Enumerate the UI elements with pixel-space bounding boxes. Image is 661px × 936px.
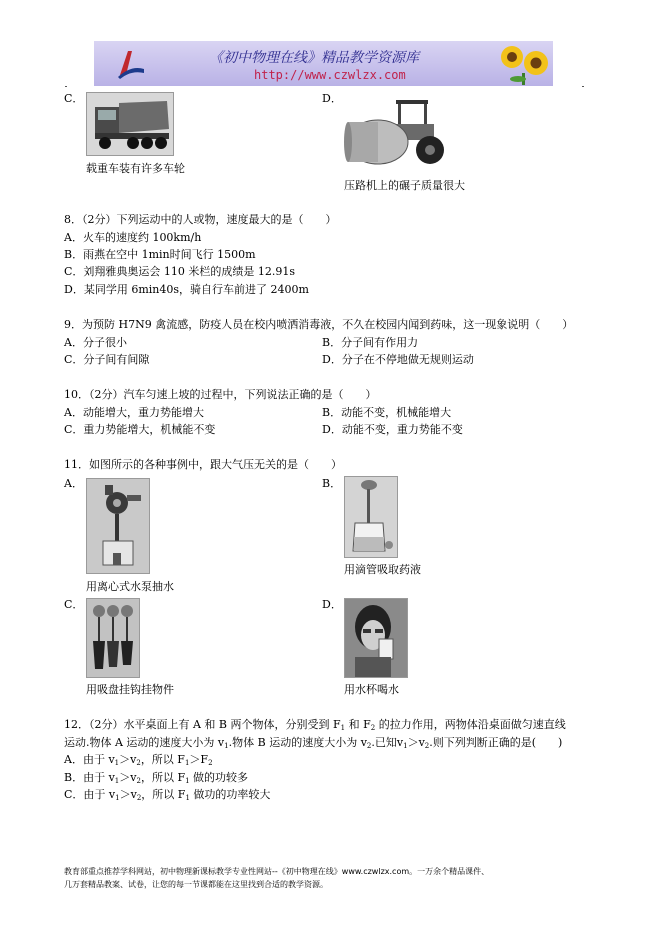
q12-a-part2: ＞v bbox=[119, 753, 137, 766]
banner-url[interactable]: http://www.czwlzx.com bbox=[254, 68, 406, 82]
q12-a-part1: A．由于 v bbox=[64, 753, 115, 766]
q12-line1-part1: 12．（2分）水平桌面上有 A 和 B 两个物体，分别受到 F bbox=[64, 718, 341, 731]
footer-line-2: 几万套精品教案、试卷，让您的每一节课都能在这里找到合适的教学资源。 bbox=[64, 880, 328, 889]
q12-stem-line1 bbox=[64, 718, 566, 731]
q12-stem-line2 bbox=[64, 736, 562, 749]
footer-line-1: 教育部重点推荐学科网站，初中物理新课标教学专业性网站--《初中物理在线》www.czwlzx.com。一万余个精品课件、 bbox=[64, 867, 490, 876]
q10-option-d: D．动能不变，重力势能不变 bbox=[322, 423, 463, 436]
q9-option-d: D．分子在不停地做无规则运动 bbox=[322, 353, 474, 366]
subscript: 1 bbox=[403, 742, 408, 750]
q11-b-letter: B． bbox=[322, 477, 342, 490]
q12-a-part3: ，所以 F bbox=[140, 753, 185, 766]
q12-option-a bbox=[64, 753, 213, 766]
q12-c-part2: ＞v bbox=[119, 788, 137, 801]
q11-d-letter: D． bbox=[322, 598, 342, 611]
q8-stem: 8．（2分）下列运动中的人或物，速度最大的是（ ） bbox=[64, 213, 337, 226]
q12-b-part2: ＞v bbox=[119, 771, 137, 784]
subscript: 2 bbox=[208, 759, 213, 767]
q12-b-part4: 做的功较多 bbox=[189, 771, 249, 784]
q8-option-c: C．刘翔雅典奥运会 110 米栏的成绩是 12.91s bbox=[64, 265, 296, 278]
subscript: 2 bbox=[136, 759, 141, 767]
subscript: 2 bbox=[136, 794, 142, 802]
header-rule-mark bbox=[65, 86, 67, 87]
q10-option-a: A．动能增大，重力势能增大 bbox=[64, 406, 204, 419]
subscript: 1 bbox=[184, 759, 190, 767]
subscript: 2 bbox=[424, 742, 430, 750]
header-banner bbox=[94, 41, 553, 86]
q12-option-c bbox=[64, 788, 270, 801]
q9-option-b: B．分子间有作用力 bbox=[322, 336, 419, 349]
q11-stem: 11．如图所示的各种事例中，跟大气压无关的是（ ） bbox=[64, 458, 342, 471]
road-roller-image bbox=[344, 96, 448, 168]
subscript: 1 bbox=[185, 794, 190, 802]
q12-line2-part3: .已知v bbox=[371, 736, 404, 749]
subscript: 1 bbox=[114, 777, 120, 785]
subscript: 1 bbox=[185, 777, 190, 785]
q12-line1-part2: 和 F bbox=[345, 718, 371, 731]
q9-stem: 9．为预防 H7N9 禽流感，防疫人员在校内喷洒消毒液，不久在校园内闻到药味，这一现象说明（ ） bbox=[64, 318, 574, 331]
subscript: 2 bbox=[370, 724, 376, 732]
banner-title: 《初中物理在线》精品教学资源库 bbox=[209, 50, 419, 66]
q10-option-c: C．重力势能增大，机械能不变 bbox=[64, 423, 216, 436]
truck-image bbox=[86, 92, 174, 156]
q12-line2-part2: .物体 B 运动的速度大小为 v bbox=[228, 736, 367, 749]
q12-line2-part5: .则下列判断正确的是( ) bbox=[429, 736, 563, 749]
q11-a-caption: 用离心式水泵抽水 bbox=[86, 580, 174, 593]
q11-c-letter: C． bbox=[64, 598, 84, 611]
q9-option-a: A．分子很小 bbox=[64, 336, 127, 349]
q11-c-caption: 用吸盘挂钩挂物件 bbox=[86, 683, 174, 696]
q11-d-caption: 用水杯喝水 bbox=[344, 683, 399, 696]
q8-option-a: A．火车的速度约 100km/h bbox=[64, 231, 202, 244]
q7-c-letter: C． bbox=[64, 92, 84, 105]
q12-c-part3: ，所以 F bbox=[141, 788, 186, 801]
subscript: 1 bbox=[115, 794, 120, 802]
sunflower-icon bbox=[498, 43, 550, 85]
dropper-image bbox=[344, 476, 398, 558]
q11-b-caption: 用滴管吸取药液 bbox=[344, 563, 421, 576]
q11-a-letter: A． bbox=[64, 477, 83, 490]
q12-line2-part4: ＞v bbox=[407, 736, 425, 749]
q8-option-b: B．雨燕在空中 1min时间飞行 1500m bbox=[64, 248, 256, 261]
q7-c-caption: 载重车装有许多车轮 bbox=[86, 162, 185, 175]
q12-line1-part3: 的拉力作用，两物体沿桌面做匀速直线 bbox=[375, 718, 566, 731]
q10-stem: 10．（2分）汽车匀速上坡的过程中，下列说法正确的是（ ） bbox=[64, 388, 377, 401]
header-rule-mark-right bbox=[582, 86, 584, 87]
subscript: 2 bbox=[136, 777, 141, 785]
suction-hook-image bbox=[86, 598, 140, 678]
subscript: 1 bbox=[224, 742, 229, 750]
logo-icon bbox=[114, 47, 148, 81]
pump-image bbox=[86, 478, 150, 574]
q12-option-b bbox=[64, 771, 248, 784]
q12-c-part4: 做功的功率较大 bbox=[189, 788, 271, 801]
q8-option-d: D．某同学用 6min40s，骑自行车前进了 2400m bbox=[64, 283, 309, 296]
q12-b-part1: B．由于 v bbox=[64, 771, 115, 784]
q10-option-b: B．动能不变，机械能增大 bbox=[322, 406, 452, 419]
q12-c-part1: C．由于 v bbox=[64, 788, 116, 801]
subscript: 1 bbox=[114, 759, 120, 767]
q12-line2-part1: 运动.物体 A 运动的速度大小为 v bbox=[64, 736, 225, 749]
q12-b-part3: ，所以 F bbox=[140, 771, 186, 784]
q7-d-caption: 压路机上的碾子质量很大 bbox=[344, 179, 465, 192]
subscript: 2 bbox=[366, 742, 372, 750]
q12-a-part4: ＞F bbox=[189, 753, 209, 766]
q9-option-c: C．分子间有间隙 bbox=[64, 353, 150, 366]
subscript: 1 bbox=[340, 724, 346, 732]
q7-d-letter: D． bbox=[322, 92, 342, 105]
drinking-image bbox=[344, 598, 408, 678]
